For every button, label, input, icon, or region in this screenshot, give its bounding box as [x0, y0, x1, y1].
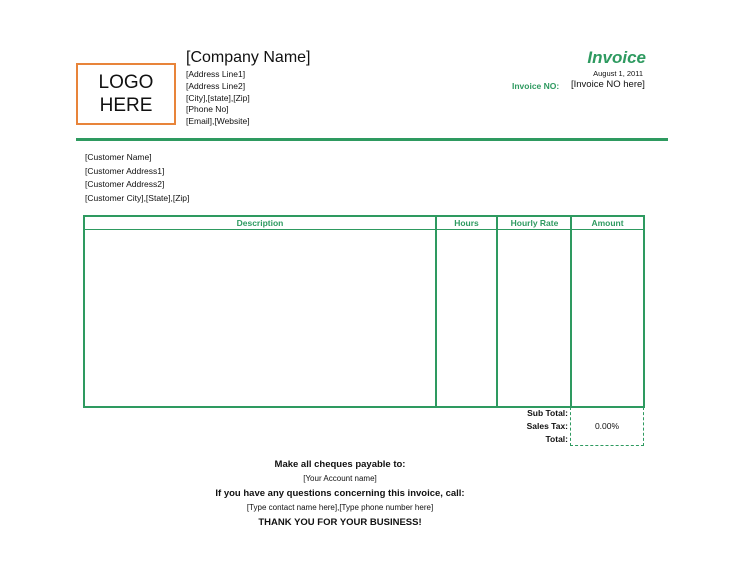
thank-you-line: THANK YOU FOR YOUR BUSINESS! — [258, 517, 422, 528]
logo-placeholder — [76, 63, 176, 125]
company-phone: [Phone No] — [186, 104, 229, 115]
column-divider-hours — [435, 217, 437, 406]
questions-line: If you have any questions concerning this invoice, call: — [215, 488, 465, 499]
total-label: Total: — [545, 434, 568, 444]
account-name[interactable]: [Your Account name] — [303, 474, 377, 483]
table-header-row — [85, 217, 643, 230]
invoice-number-label: Invoice NO: — [512, 81, 560, 91]
sales-tax-label: Sales Tax: — [526, 421, 568, 431]
column-header-hourly-rate: Hourly Rate — [510, 218, 559, 228]
column-header-hours: Hours — [454, 218, 479, 228]
company-email-website: [Email],[Website] — [186, 116, 250, 127]
column-divider-rate — [496, 217, 498, 406]
column-header-amount: Amount — [591, 218, 624, 228]
invoice-title: Invoice — [587, 48, 646, 67]
subtotal-label: Sub Total: — [527, 408, 568, 418]
company-city-state-zip: [City],[state],[Zip] — [186, 92, 250, 103]
customer-address2[interactable]: [Customer Address2] — [85, 179, 165, 189]
sales-tax-value[interactable]: 0.00% — [594, 421, 620, 431]
invoice-number-value[interactable]: [Invoice NO here] — [571, 79, 645, 90]
company-address-line2: [Address Line2] — [186, 80, 246, 91]
company-address-line1: [Address Line1] — [186, 69, 246, 79]
customer-city-state-zip[interactable]: [Customer City],[State],[Zip] — [85, 192, 190, 203]
logo-text-line2: HERE — [99, 95, 153, 116]
invoice-date: August 1, 2011 — [593, 69, 643, 78]
column-divider-amount — [570, 217, 572, 406]
column-header-description: Description — [236, 218, 284, 228]
line-items-table — [83, 215, 645, 408]
customer-name[interactable]: [Customer Name] — [85, 152, 152, 162]
customer-address1[interactable]: [Customer Address1] — [85, 165, 165, 176]
contact-line[interactable]: [Type contact name here],[Type phone number here] — [246, 503, 434, 512]
company-name: [Company Name] — [186, 49, 311, 66]
logo-text-line1: LOGO — [98, 72, 154, 93]
header-divider — [76, 138, 668, 141]
company-info — [186, 69, 250, 128]
invoice-footer — [180, 458, 500, 530]
customer-info — [85, 151, 189, 205]
cheques-payable-line: Make all cheques payable to: — [274, 459, 406, 470]
